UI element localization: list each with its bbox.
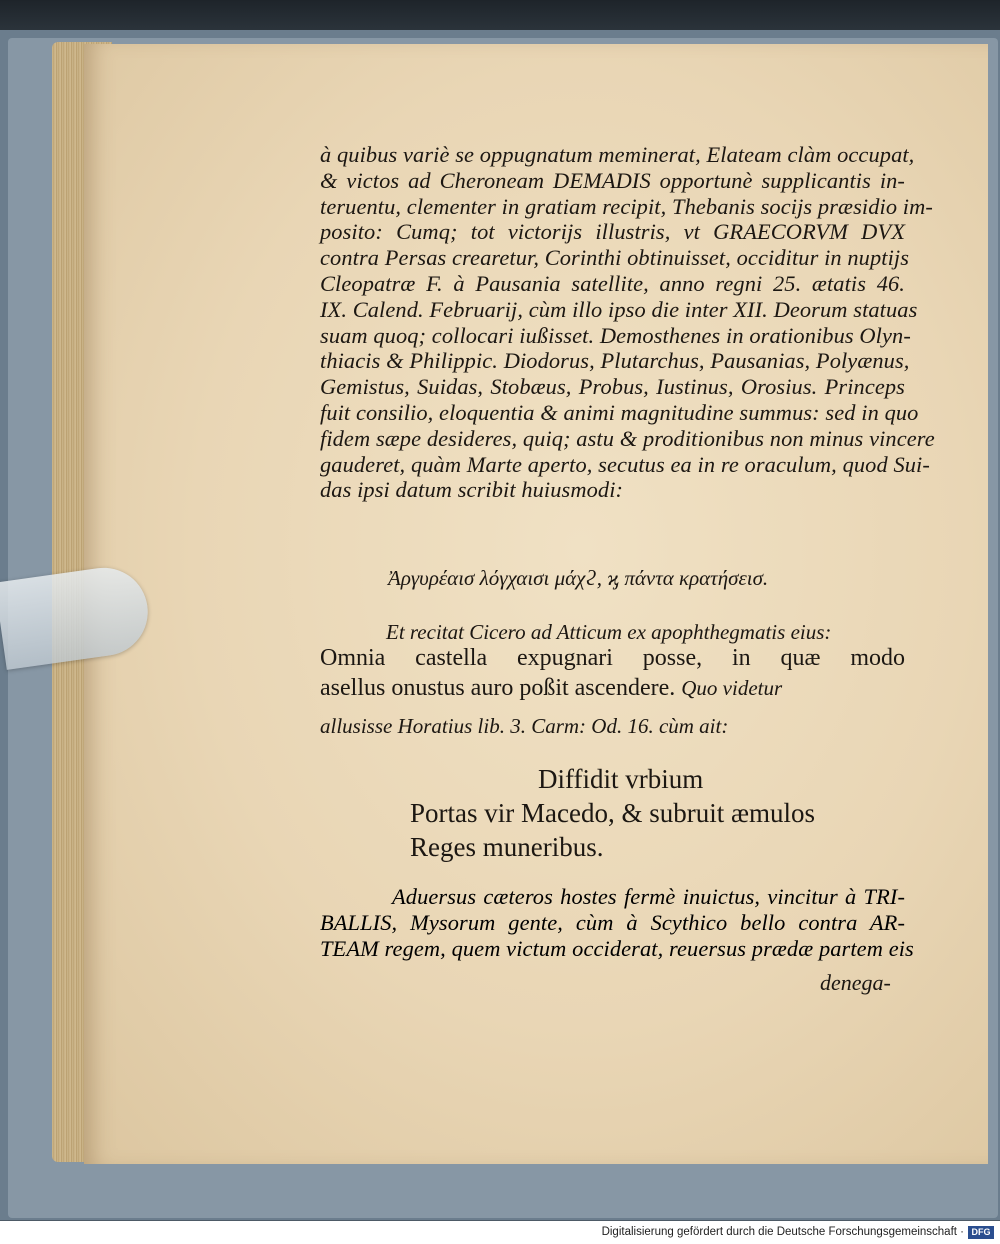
greek-oracle: Ἀργυρέαισ λόγχαισι μάχϩ, ϗ πάντα κρατήσεισ.: [388, 566, 769, 590]
text-line: IX. Calend. Februarij, cùm illo ipso die inter XII. Deorum statuas: [320, 296, 918, 322]
text-line: à quibus variè se oppugnatum meminerat, Elateam clàm occupat,: [320, 142, 915, 167]
horace-verse: [410, 762, 815, 864]
text-line: fidem sæpe desideres, quiq; astu & proditionibus non minus vincere: [320, 425, 935, 451]
dfg-logo: DFG: [968, 1226, 994, 1239]
text-line: fuit consilio, eloquentia & animi magnitudine summus: sed in quo: [320, 399, 919, 425]
paragraph-1: [320, 142, 935, 503]
quote-intro: Et recitat Cicero ad Atticum ex apophthegmatis eius:: [386, 620, 832, 644]
verse-line: Reges muneribus.: [410, 832, 604, 862]
text-line: Cleopatræ F. à Pausania satellite, anno regni 25. ætatis 46.: [320, 270, 905, 296]
verse-line: Diffidit vrbium: [538, 764, 704, 794]
text-line: Gemistus, Suidas, Stobæus, Probus, Iustinus, Orosius. Princeps: [320, 374, 905, 400]
quote-line-text: asellus onustus auro poßit ascendere.: [320, 675, 676, 701]
quote-line: Omnia castella expugnari posse, in quæ modo: [320, 645, 905, 671]
text-line: TEAM regem, quem victum occiderat, reuersus prædæ partem eis: [320, 935, 914, 961]
text-line: teruentu, clementer in gratiam recipit, Thebanis socijs præsidio im-: [320, 193, 933, 219]
text-line: contra Persas crearetur, Corinthi obtinuisset, occiditur in nuptijs: [320, 245, 910, 271]
text-line: gauderet, quàm Marte aperto, secutus ea in re oraculum, quod Sui-: [320, 451, 930, 477]
text-line: das ipsi datum scribit huiusmodi:: [320, 477, 624, 503]
text-line: thiacis & Philippic. Diodorus, Plutarchus, Pausanias, Polyænus,: [320, 348, 910, 374]
footer-credit: Digitalisierung gefördert durch die Deutsche Forschungsgemeinschaft ·: [601, 1226, 964, 1238]
paragraph-2: [320, 884, 914, 961]
apophthegm-quote: [320, 643, 905, 703]
quote-tail: Quo videtur: [681, 676, 783, 700]
text-line: Aduersus cæteros hostes fermè inuictus, vincitur à TRI-: [392, 884, 905, 909]
quote-line: [320, 673, 905, 703]
horace-reference: allusisse Horatius lib. 3. Carm: Od. 16. cùm ait:: [320, 714, 729, 738]
text-line: posito: Cumq; tot victorijs illustris, vt GRAECORVM DVX: [320, 219, 905, 245]
catchword: denega-: [820, 970, 891, 995]
text-line: suam quoq; collocari iußisset. Demosthenes in orationibus Olyn-: [320, 322, 911, 348]
verse-line: Portas vir Macedo, & subruit æmulos: [410, 798, 815, 828]
text-line: & victos ad Cheroneam DEMADIS opportunè supplicantis in-: [320, 167, 905, 193]
text-line: BALLIS, Mysorum gente, cùm à Scythico bello contra AR-: [320, 909, 905, 935]
